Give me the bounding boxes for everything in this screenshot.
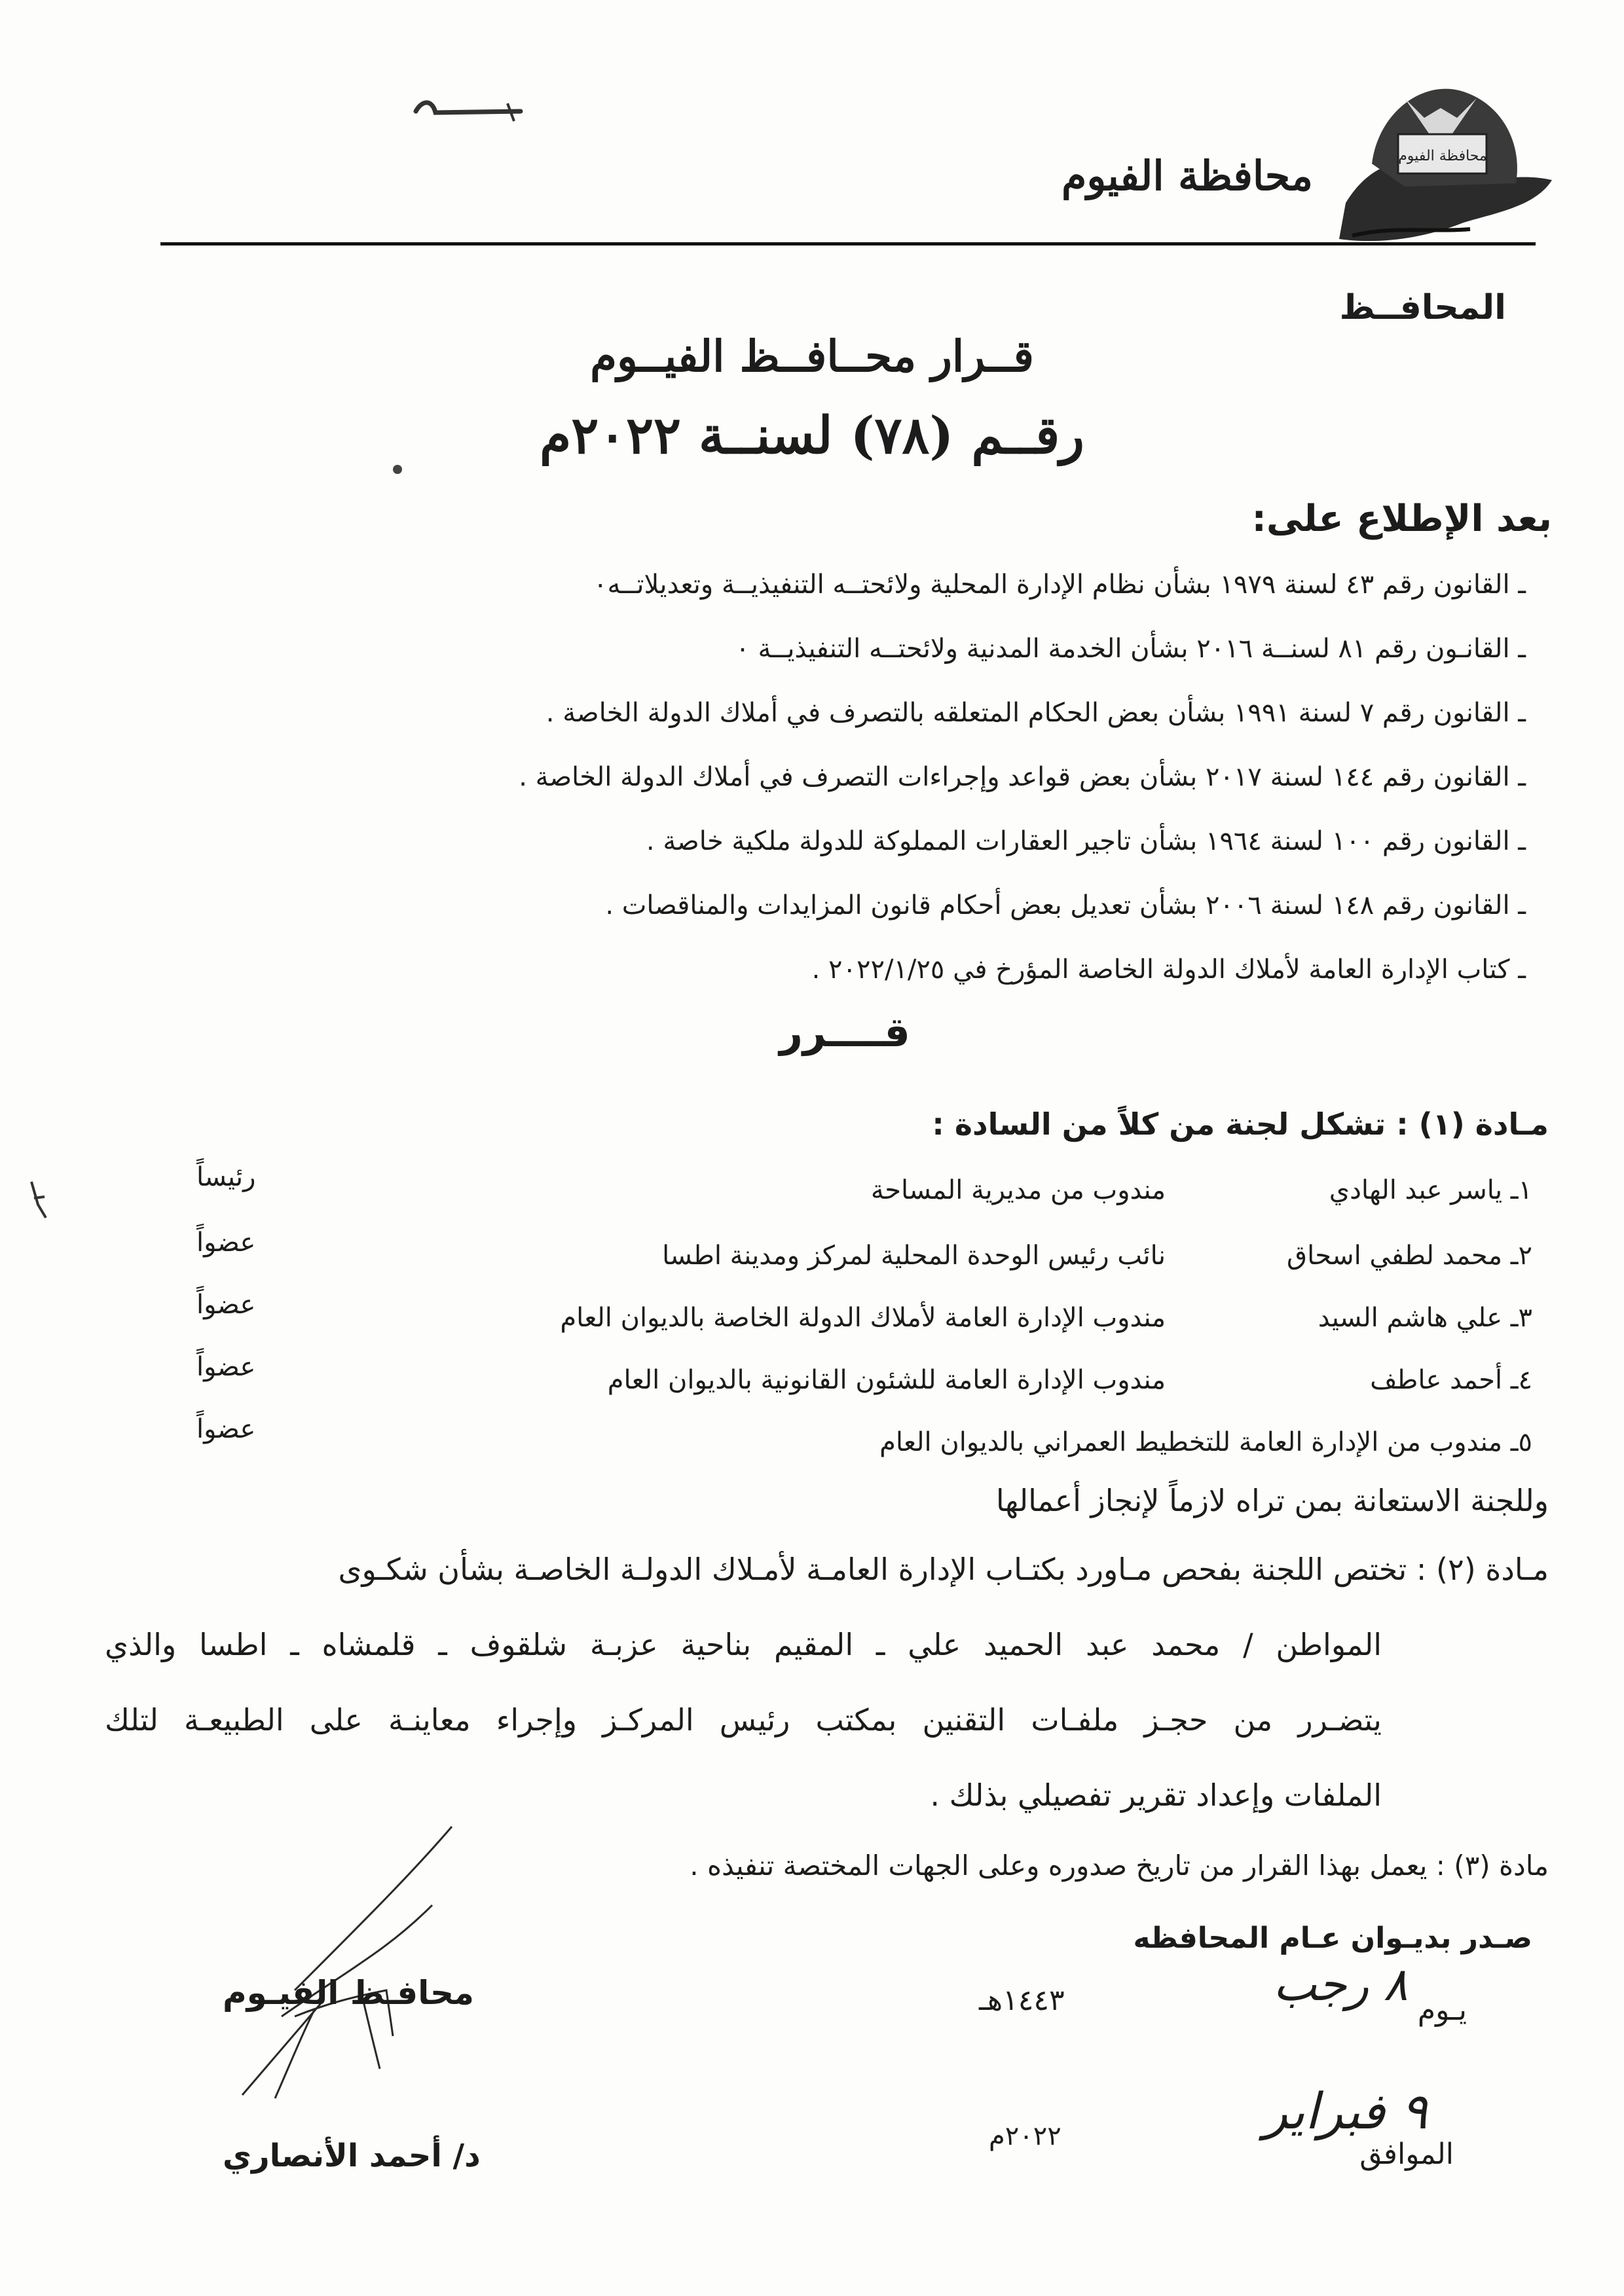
office-label: المحافــظ — [1339, 288, 1506, 327]
gregorian-handwritten-date: ٩ فبراير — [1263, 2082, 1428, 2140]
member-role: نائب رئيس الوحدة المحلية لمركز ومدينة اطسا — [662, 1241, 1166, 1271]
hijri-year: ١٤٤٣هـ — [979, 1984, 1065, 2017]
decree-title: قــرار محــافــظ الفيــوم — [590, 331, 1034, 382]
article-2-line: الملفات وإعداد تقرير تفصيلي بذلك . — [930, 1777, 1382, 1813]
decision-heading: قــــرر — [779, 1008, 910, 1056]
pen-mark-decoration — [409, 92, 527, 131]
member-name: ٥ـ مندوب من الإدارة العامة للتخطيط العمراني بالديوان العام — [879, 1427, 1532, 1457]
member-name: ٣ـ علي هاشم السيد — [1318, 1303, 1532, 1333]
committee-member-row — [196, 1414, 1532, 1467]
law-item: ـ كتاب الإدارة العامة لأملاك الدولة الخاصة المؤرخ في ٢٠٢٢/١/٢٥ . — [811, 955, 1526, 985]
day-label: يـوم — [1417, 1994, 1467, 2027]
signatory-title: محافـظ الفيـوم — [223, 1974, 474, 2012]
gregorian-label: الموافق — [1359, 2138, 1454, 2171]
margin-mark — [26, 1178, 52, 1224]
law-item: ـ القانون رقم ٧ لسنة ١٩٩١ بشأن بعض الحكام المتعلقه بالتصرف في أملاك الدولة الخاصة . — [545, 698, 1526, 728]
svg-text:محافظة الفيوم: محافظة الفيوم — [1398, 148, 1487, 164]
decree-number: رقــم (٧٨) لسنــة ٢٠٢٢م — [540, 406, 1084, 465]
article-2-line: يتضـرر من حجـز ملفـات التقنين بمكتب رئيس المركـز وإجراء معاينـة على الطبيعـة لتلك — [105, 1702, 1382, 1738]
article-2-line: مـادة (٢) : تختص اللجنة بفحص مـاورد بكتـاب الإدارة العامـة لأمـلاك الدولـة الخاصـة بشأن شكـوى — [338, 1552, 1549, 1587]
article-1-heading: مـادة (١) : تشكل لجنة من كلاً من السادة : — [932, 1106, 1549, 1142]
governor-signature — [216, 1820, 576, 2102]
committee-member-row — [196, 1228, 1532, 1280]
law-item: ـ القانون رقم ١٤٨ لسنة ٢٠٠٦ بشأن تعديل بعض أحكام قانون المزايدات والمناقصات . — [605, 890, 1526, 920]
law-item: ـ القانون رقم ١٤٤ لسنة ٢٠١٧ بشأن بعض قواعد وإجراءات التصرف في أملاك الدولة الخاصة . — [519, 762, 1526, 792]
scan-speck — [393, 465, 402, 474]
committee-member-row — [196, 1352, 1532, 1404]
signatory-name: د/ أحمد الأنصاري — [223, 2138, 481, 2174]
law-item: ـ القانـون رقم ٨١ لسنــة ٢٠١٦ بشأن الخدمة المدنية ولائحتــه التنفيذيــة ٠ — [735, 634, 1526, 664]
law-item: ـ القانون رقم ١٠٠ لسنة ١٩٦٤ بشأن تاجير العقارات المملوكة للدولة ملكية خاصة . — [646, 826, 1526, 856]
member-position: عضواً — [196, 1228, 256, 1258]
member-role: مندوب الإدارة العامة لأملاك الدولة الخاصة بالديوان العام — [560, 1303, 1166, 1333]
member-position: عضواً — [196, 1352, 256, 1382]
governorate-name: محافظة الفيوم — [1061, 152, 1313, 200]
member-position: رئيساً — [196, 1162, 256, 1192]
gregorian-year: ٢٠٢٢م — [989, 2121, 1061, 2151]
committee-member-row — [196, 1290, 1532, 1342]
article-1-note: وللجنة الاستعانة بمن تراه لازماً لإنجاز أعمالها — [995, 1483, 1549, 1518]
member-name: ٢ـ محمد لطفي اسحاق — [1287, 1241, 1532, 1271]
issued-at: صـدر بديـوان عـام المحافظه — [1133, 1922, 1532, 1955]
committee-member-row — [196, 1162, 1532, 1214]
member-position: عضواً — [196, 1290, 256, 1320]
member-name: ١ـ ياسر عبد الهادي — [1329, 1175, 1532, 1205]
member-name: ٤ـ أحمد عاطف — [1370, 1365, 1532, 1395]
header-divider — [160, 242, 1536, 246]
law-item: ـ القانون رقم ٤٣ لسنة ١٩٧٩ بشأن نظام الإدارة المحلية ولائحتــه التنفيذيــة وتعديلاتــه٠ — [593, 570, 1526, 600]
member-role: مندوب الإدارة العامة للشئون القانونية بالديوان العام — [607, 1365, 1166, 1395]
article-2-line: المواطن / محمد عبد الحميد علي ـ المقيم بناحية عزبـة شلقوف ـ قلمشاه ـ اطسا والذي — [105, 1627, 1382, 1662]
member-position: عضواً — [196, 1414, 256, 1444]
governorate-emblem-logo — [1326, 72, 1555, 255]
member-role: مندوب من مديرية المساحة — [870, 1175, 1166, 1205]
article-3: مادة (٣) : يعمل بهذا القرار من تاريخ صدوره وعلى الجهات المختصة تنفيذه . — [690, 1850, 1549, 1882]
intro-heading: بعد الإطلاع على: — [1251, 498, 1552, 540]
hijri-handwritten-date: ٨ رجب — [1273, 1958, 1408, 2011]
